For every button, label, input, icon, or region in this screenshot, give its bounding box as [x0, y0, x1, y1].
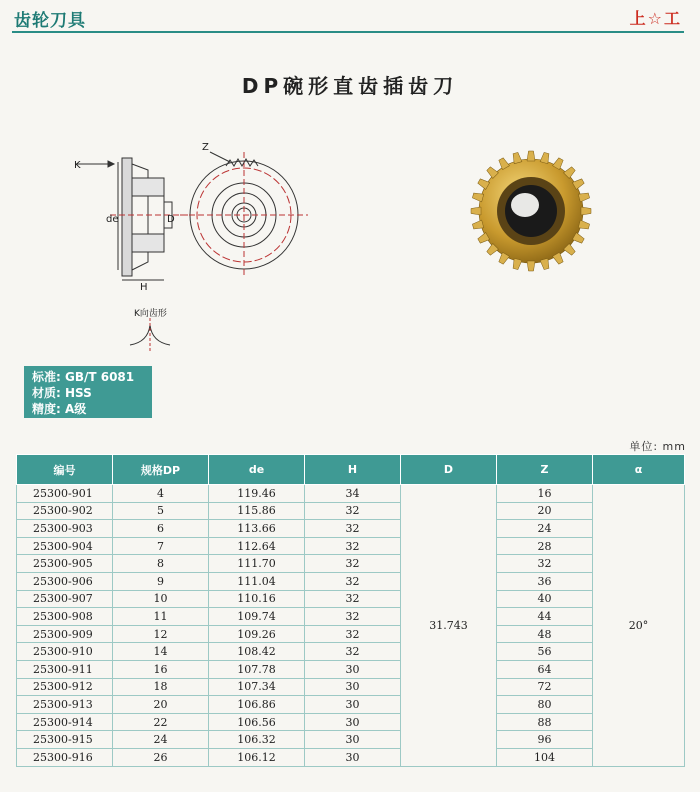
cell-z: 44: [497, 608, 593, 626]
cell-code: 25300-915: [17, 731, 113, 749]
table-row: [17, 660, 685, 678]
cell-code: 25300-912: [17, 678, 113, 696]
specification-table: [16, 454, 685, 767]
table-row: [17, 590, 685, 608]
cell-de: 115.86: [209, 502, 305, 520]
table-row: [17, 572, 685, 590]
cell-h: 32: [305, 590, 401, 608]
cell-h: 32: [305, 555, 401, 573]
cell-z: 36: [497, 572, 593, 590]
cell-z: 20: [497, 502, 593, 520]
col-code: 编号: [17, 455, 113, 485]
technical-drawing: [70, 130, 320, 360]
profile-caption: K向齿形: [134, 309, 167, 319]
cell-code: 25300-909: [17, 625, 113, 643]
cell-code: 25300-902: [17, 502, 113, 520]
cell-dp: 5: [113, 502, 209, 520]
cell-de: 107.78: [209, 660, 305, 678]
cell-dp: 26: [113, 748, 209, 766]
cell-h: 32: [305, 520, 401, 538]
cell-z: 56: [497, 643, 593, 661]
cell-de: 109.26: [209, 625, 305, 643]
cell-dp: 4: [113, 485, 209, 503]
cell-dp: 20: [113, 696, 209, 714]
table-row: [17, 485, 685, 503]
cell-de: 107.34: [209, 678, 305, 696]
table-row: [17, 502, 685, 520]
cell-de: 113.66: [209, 520, 305, 538]
cell-z: 16: [497, 485, 593, 503]
page-header: [0, 0, 700, 40]
cell-h: 32: [305, 537, 401, 555]
cell-z: 24: [497, 520, 593, 538]
table-header-row: [17, 455, 685, 485]
cell-dp: 14: [113, 643, 209, 661]
col-alpha: α: [593, 455, 685, 485]
cell-dp: 10: [113, 590, 209, 608]
cell-z: 64: [497, 660, 593, 678]
cell-h: 32: [305, 502, 401, 520]
cell-z: 28: [497, 537, 593, 555]
table-row: [17, 520, 685, 538]
cell-de: 106.86: [209, 696, 305, 714]
cell-dp: 12: [113, 625, 209, 643]
label-k: K: [74, 160, 81, 171]
cell-z: 96: [497, 731, 593, 749]
label-de: de: [106, 214, 119, 225]
cell-dp: 22: [113, 713, 209, 731]
cell-code: 25300-904: [17, 537, 113, 555]
cell-h: 32: [305, 572, 401, 590]
cell-de: 111.04: [209, 572, 305, 590]
cell-d-merged: 31.743: [401, 485, 497, 767]
cell-h: 34: [305, 485, 401, 503]
cell-code: 25300-916: [17, 748, 113, 766]
table-row: [17, 555, 685, 573]
col-d: D: [401, 455, 497, 485]
cell-code: 25300-911: [17, 660, 113, 678]
table-row: [17, 608, 685, 626]
label-z: Z: [202, 142, 209, 153]
gear-cutter-photo: [466, 146, 596, 276]
cell-code: 25300-901: [17, 485, 113, 503]
cell-h: 30: [305, 713, 401, 731]
section-title: 齿轮刀具: [14, 11, 86, 31]
cell-code: 25300-905: [17, 555, 113, 573]
cell-de: 108.42: [209, 643, 305, 661]
cell-dp: 18: [113, 678, 209, 696]
col-de: de: [209, 455, 305, 485]
header-rule: [12, 31, 684, 33]
cell-dp: 24: [113, 731, 209, 749]
cell-dp: 9: [113, 572, 209, 590]
cell-h: 30: [305, 678, 401, 696]
cell-de: 106.32: [209, 731, 305, 749]
table-body: [17, 485, 685, 767]
spec-material: 材质: HSS: [32, 386, 92, 400]
col-z: Z: [497, 455, 593, 485]
cell-h: 32: [305, 608, 401, 626]
cell-z: 40: [497, 590, 593, 608]
cell-h: 32: [305, 625, 401, 643]
cell-z: 72: [497, 678, 593, 696]
table-row: [17, 643, 685, 661]
cell-code: 25300-903: [17, 520, 113, 538]
cell-dp: 7: [113, 537, 209, 555]
cell-code: 25300-910: [17, 643, 113, 661]
table-row: [17, 678, 685, 696]
label-h: H: [140, 282, 148, 293]
cell-de: 110.16: [209, 590, 305, 608]
cell-dp: 6: [113, 520, 209, 538]
cell-dp: 11: [113, 608, 209, 626]
cell-h: 30: [305, 660, 401, 678]
label-d: D: [167, 214, 175, 225]
cell-z: 48: [497, 625, 593, 643]
cell-dp: 8: [113, 555, 209, 573]
cell-de: 111.70: [209, 555, 305, 573]
cell-z: 32: [497, 555, 593, 573]
cell-de: 106.12: [209, 748, 305, 766]
cell-de: 112.64: [209, 537, 305, 555]
cell-alpha-merged: 20°: [593, 485, 685, 767]
cell-de: 106.56: [209, 713, 305, 731]
cell-code: 25300-914: [17, 713, 113, 731]
cell-dp: 16: [113, 660, 209, 678]
unit-label: 单位: mm: [629, 440, 686, 453]
cell-z: 104: [497, 748, 593, 766]
page-title: DP碗形直齿插齿刀: [241, 74, 459, 98]
spec-standard: 标准: GB/T 6081: [32, 370, 135, 384]
spec-precision: 精度: A级: [32, 402, 87, 416]
table-row: [17, 696, 685, 714]
table-row: [17, 537, 685, 555]
cell-code: 25300-907: [17, 590, 113, 608]
table-row: [17, 748, 685, 766]
table-row: [17, 713, 685, 731]
cell-z: 80: [497, 696, 593, 714]
cell-code: 25300-913: [17, 696, 113, 714]
cell-h: 30: [305, 731, 401, 749]
spec-panel: [24, 366, 152, 418]
cell-code: 25300-908: [17, 608, 113, 626]
cell-h: 32: [305, 643, 401, 661]
col-dp: 规格DP: [113, 455, 209, 485]
cell-code: 25300-906: [17, 572, 113, 590]
brand-logo: 上☆工: [629, 9, 682, 28]
cell-z: 88: [497, 713, 593, 731]
table-row: [17, 731, 685, 749]
col-h: H: [305, 455, 401, 485]
cell-de: 109.74: [209, 608, 305, 626]
cell-h: 30: [305, 748, 401, 766]
cell-h: 30: [305, 696, 401, 714]
cell-de: 119.46: [209, 485, 305, 503]
table-row: [17, 625, 685, 643]
